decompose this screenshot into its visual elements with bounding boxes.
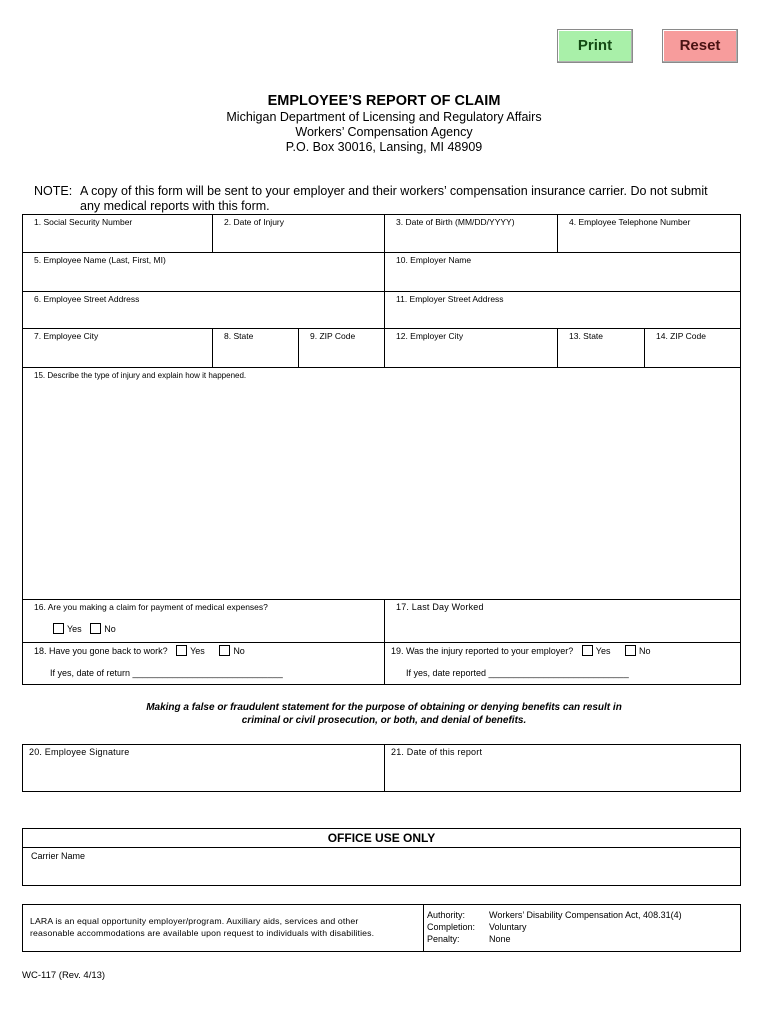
back-to-work-no-checkbox[interactable] (219, 645, 230, 656)
back-to-work-label: 18. Have you gone back to work? (34, 646, 168, 656)
penalty-value: None (489, 934, 511, 944)
office-use-heading: OFFICE USE ONLY (23, 829, 740, 848)
medical-claim-cell (23, 600, 385, 643)
employee-zip-label: 9. ZIP Code (310, 331, 356, 341)
note-prefix: NOTE: (34, 184, 73, 198)
employer-name-label: 10. Employer Name (396, 255, 472, 265)
lara-footer (22, 904, 741, 952)
injury-reported-row (391, 645, 651, 657)
employee-name-label: 5. Employee Name (Last, First, MI) (34, 255, 166, 265)
office-use-section (22, 828, 741, 886)
employer-state-label: 13. State (569, 331, 604, 341)
ssn-field[interactable] (23, 215, 213, 253)
completion-key: Completion: (427, 922, 476, 932)
medical-claim-yes-label: Yes (67, 624, 82, 634)
employer-city-field[interactable] (385, 329, 558, 368)
fraud-warning-line-2: criminal or civil prosecution, or both, and denial of benefits. (241, 714, 527, 726)
injury-description-field[interactable] (23, 368, 740, 600)
fraud-warning (0, 702, 768, 727)
employee-state-label: 8. State (224, 331, 254, 341)
employer-zip-field[interactable] (645, 329, 740, 368)
back-to-work-row (34, 645, 245, 657)
report-date-field[interactable] (385, 745, 740, 791)
agency-name: Workers’ Compensation Agency (295, 125, 473, 139)
employee-street-label: 6. Employee Street Address (34, 294, 140, 304)
employee-signature-label: 20. Employee Signature (29, 747, 130, 757)
injury-reported-no-label: No (638, 646, 651, 656)
authority-info (425, 905, 740, 951)
print-button[interactable]: Print (557, 29, 633, 63)
date-reported-field[interactable] (406, 667, 629, 679)
employee-city-field[interactable] (23, 329, 213, 368)
employee-zip-field[interactable] (299, 329, 385, 368)
form-number: WC-117 (Rev. 4/13) (22, 970, 106, 981)
date-of-return-label: If yes, date of return ______________________________ (50, 668, 283, 678)
medical-claim-no-checkbox[interactable] (90, 623, 101, 634)
employer-zip-label: 14. ZIP Code (656, 331, 706, 341)
note (34, 184, 734, 213)
medical-claim-no-label: No (104, 624, 116, 634)
lara-statement (23, 905, 424, 951)
last-day-worked-field[interactable] (385, 600, 740, 643)
back-to-work-yes-label: Yes (190, 646, 205, 656)
last-day-worked-label: 17. Last Day Worked (396, 602, 484, 612)
date-of-birth-field[interactable] (385, 215, 558, 253)
form-header (0, 92, 768, 155)
authority-value: Workers’ Disability Compensation Act, 408.31(4) (489, 910, 682, 920)
form-title: EMPLOYEE’S REPORT OF CLAIM (267, 93, 501, 109)
reset-button[interactable]: Reset (662, 29, 738, 63)
employer-street-field[interactable] (385, 292, 740, 329)
agency-address: P.O. Box 30016, Lansing, MI 48909 (285, 140, 483, 154)
fraud-warning-line-1: Making a false or fraudulent statement for the purpose of obtaining or denying benefits can result in (146, 702, 622, 713)
completion-value: Voluntary (489, 922, 527, 932)
back-to-work-no-label: No (233, 646, 245, 656)
employer-state-field[interactable] (558, 329, 645, 368)
medical-claim-label: 16. Are you making a claim for payment of medical expenses? (34, 602, 268, 612)
authority-key: Authority: (427, 910, 466, 920)
employee-telephone-field[interactable] (558, 215, 740, 253)
ssn-label: 1. Social Security Number (34, 217, 133, 227)
carrier-name-field[interactable] (23, 848, 740, 861)
employee-street-field[interactable] (23, 292, 385, 329)
employee-city-label: 7. Employee City (34, 331, 99, 341)
date-of-injury-field[interactable] (213, 215, 385, 253)
employer-city-label: 12. Employer City (396, 331, 464, 341)
date-of-return-field[interactable] (50, 667, 283, 679)
injury-reported-no-checkbox[interactable] (625, 645, 636, 656)
date-of-injury-label: 2. Date of Injury (224, 217, 285, 227)
report-date-label: 21. Date of this report (391, 747, 483, 757)
employer-street-label: 11. Employer Street Address (396, 294, 504, 304)
lara-statement-line-2: reasonable accommodations are available upon request to individuals with disabilities. (30, 928, 375, 938)
employee-state-field[interactable] (213, 329, 299, 368)
carrier-name-label: Carrier Name (31, 851, 86, 861)
employer-name-field[interactable] (385, 253, 740, 292)
injury-description-label: 15. Describe the type of injury and explain how it happened. (34, 371, 247, 380)
injury-reported-label: 19. Was the injury reported to your employer? (391, 646, 574, 656)
signature-section (22, 744, 741, 792)
employee-name-field[interactable] (23, 253, 385, 292)
note-line-1: A copy of this form will be sent to your employer and their workers’ compensation insurance carrier. Do not submit (80, 184, 708, 198)
injury-reported-yes-label: Yes (595, 646, 611, 656)
date-of-birth-label: 3. Date of Birth (MM/DD/YYYY) (396, 217, 515, 227)
date-reported-label: If yes, date reported ____________________________ (406, 668, 629, 678)
medical-claim-yes-checkbox[interactable] (53, 623, 64, 634)
note-line-2: any medical reports with this form. (80, 198, 270, 213)
lara-statement-line-1: LARA is an equal opportunity employer/program. Auxiliary aids, services and other (30, 916, 359, 926)
claim-form-grid (22, 214, 741, 685)
injury-reported-yes-checkbox[interactable] (582, 645, 593, 656)
employee-signature-field[interactable] (23, 745, 385, 791)
department-name: Michigan Department of Licensing and Regulatory Affairs (226, 110, 542, 124)
penalty-key: Penalty: (427, 934, 460, 944)
back-to-work-yes-checkbox[interactable] (176, 645, 187, 656)
employee-telephone-label: 4. Employee Telephone Number (569, 217, 691, 227)
medical-claim-options (53, 623, 116, 635)
